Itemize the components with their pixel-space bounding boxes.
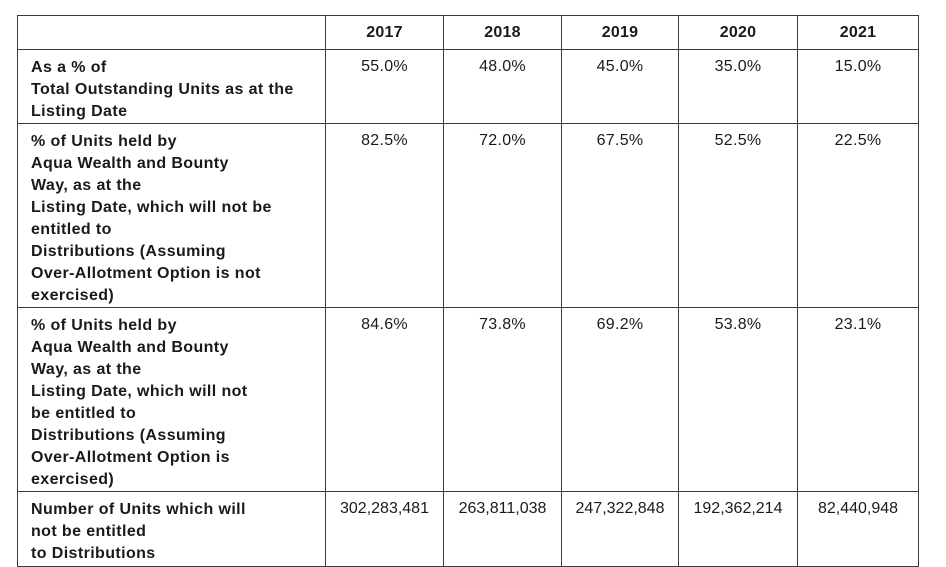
year-header: 2019 <box>562 16 679 50</box>
table-cell: 73.8% <box>444 308 562 492</box>
table-cell: 82.5% <box>326 124 444 308</box>
row-label: % of Units held by Aqua Wealth and Bounty Way, as at the Listing Date, which will not be entitled to Distributions (Assuming Over-Allotment Option is exercised) <box>18 308 326 492</box>
table-cell: 67.5% <box>562 124 679 308</box>
table-row <box>18 308 919 492</box>
table-cell: 48.0% <box>444 50 562 124</box>
distribution-units-table <box>17 15 919 567</box>
year-header: 2017 <box>326 16 444 50</box>
table-cell: 45.0% <box>562 50 679 124</box>
table-cell: 192,362,214 <box>679 492 798 567</box>
table-cell: 53.8% <box>679 308 798 492</box>
year-header: 2018 <box>444 16 562 50</box>
table-cell: 82,440,948 <box>798 492 919 567</box>
table-cell: 72.0% <box>444 124 562 308</box>
row-label: Number of Units which will not be entitled to Distributions <box>18 492 326 567</box>
year-header: 2020 <box>679 16 798 50</box>
table-cell: 302,283,481 <box>326 492 444 567</box>
year-header: 2021 <box>798 16 919 50</box>
table-cell: 52.5% <box>679 124 798 308</box>
table-cell: 247,322,848 <box>562 492 679 567</box>
table-cell: 263,811,038 <box>444 492 562 567</box>
table-cell: 55.0% <box>326 50 444 124</box>
table-cell: 22.5% <box>798 124 919 308</box>
table-cell: 15.0% <box>798 50 919 124</box>
table-row <box>18 124 919 308</box>
header-row <box>18 16 919 50</box>
table-row <box>18 492 919 567</box>
table-row <box>18 50 919 124</box>
table-cell: 23.1% <box>798 308 919 492</box>
table-cell: 69.2% <box>562 308 679 492</box>
row-label: As a % of Total Outstanding Units as at the Listing Date <box>18 50 326 124</box>
table-cell: 84.6% <box>326 308 444 492</box>
header-corner-cell <box>18 16 326 50</box>
table-cell: 35.0% <box>679 50 798 124</box>
row-label: % of Units held by Aqua Wealth and Bounty Way, as at the Listing Date, which will not be entitled to Distributions (Assuming Over-Allotment Option is not exercised) <box>18 124 326 308</box>
